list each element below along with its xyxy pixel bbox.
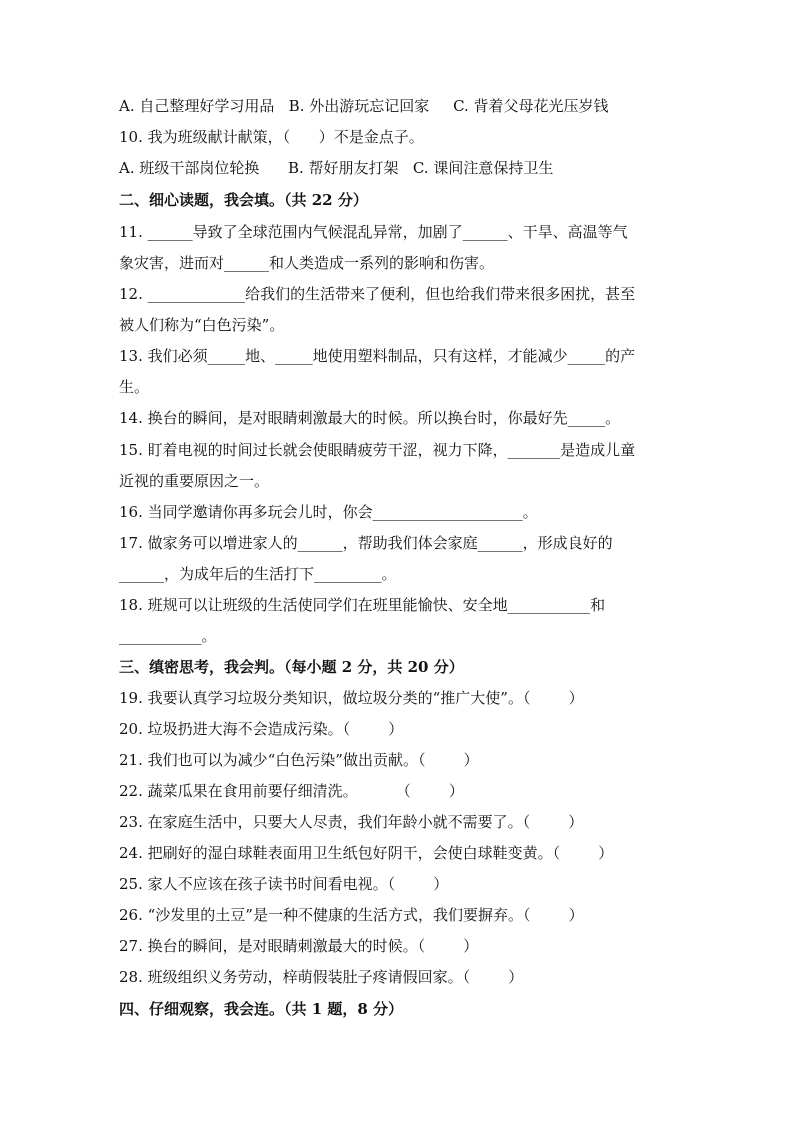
- line-q18-b: ___________。: [119, 627, 217, 645]
- line-q15-b: 近视的重要原因之一。: [119, 472, 270, 490]
- line-q12-b: 被人们称为“白色污染”。: [119, 316, 285, 334]
- line-q21: 21. 我们也可以为减少“白色污染”做出贡献。（ ）: [119, 751, 479, 769]
- line-q16: 16. 当同学邀请你再多玩会儿时，你会____________________。: [119, 503, 538, 521]
- line-q10: 10. 我为班级献计献策，（ ）不是金点子。: [119, 128, 424, 146]
- line-q24: 24. 把刷好的湿白球鞋表面用卫生纸包好阴干，会使白球鞋变黄。（ ）: [119, 844, 614, 862]
- line-q13-a: 13. 我们必须_____地、_____地使用塑料制品，只有这样，才能减少_____的产: [119, 347, 636, 365]
- line-q17-b: ______，为成年后的生活打下_________。: [119, 565, 397, 583]
- line-q19: 19. 我要认真学习垃圾分类知识，做垃圾分类的“推广大使”。（ ）: [119, 689, 584, 707]
- line-q22: 22. 蔬菜瓜果在食用前要仔细清洗。 （ ）: [119, 782, 464, 800]
- line-q10-options: A. 班级干部岗位轮换 B. 帮好朋友打架 C. 课间注意保持卫生: [119, 159, 554, 177]
- line-q28: 28. 班级组织义务劳动，梓萌假装肚子疼请假回家。（ ）: [119, 968, 524, 986]
- line-q9-options: A. 自己整理好学习用品 B. 外出游玩忘记回家 C. 背着父母花光压岁钱: [119, 97, 609, 115]
- line-q11-b: 象灾害，进而对______和人类造成一系列的影响和伤害。: [119, 254, 495, 272]
- line-q14: 14. 换台的瞬间，是对眼睛刺激最大的时候。所以换台时，你最好先_____。: [119, 409, 621, 427]
- section-heading-connect: 四、仔细观察，我会连。（共 1 题，8 分）: [119, 1000, 404, 1018]
- section-heading-fill: 二、细心读题，我会填。（共 22 分）: [119, 191, 368, 209]
- line-q13-b: 生。: [119, 378, 150, 396]
- line-q26: 26. “沙发里的土豆”是一种不健康的生活方式，我们要摒弃。（ ）: [119, 906, 584, 924]
- line-q27: 27. 换台的瞬间，是对眼睛刺激最大的时候。（ ）: [119, 937, 479, 955]
- line-q23: 23. 在家庭生活中，只要大人尽责，我们年龄小就不需要了。（ ）: [119, 813, 584, 831]
- line-q12-a: 12. _____________给我们的生活带来了便利，但也给我们带来很多困扰，甚至: [119, 285, 636, 303]
- line-q20: 20. 垃圾扔进大海不会造成污染。（ ）: [119, 720, 404, 738]
- line-q11-a: 11. ______导致了全球范围内气候混乱异常，加剧了______、干旱、高温等气: [119, 223, 628, 241]
- line-q18-a: 18. 班规可以让班级的生活使同学们在班里能愉快、安全地___________和: [119, 596, 606, 614]
- section-heading-judge: 三、缜密思考，我会判。（每小题 2 分，共 20 分）: [119, 658, 464, 676]
- line-q15-a: 15. 盯着电视的时间过长就会使眼睛疲劳干涩，视力下降，_______是造成儿童: [119, 441, 636, 459]
- line-q17-a: 17. 做家务可以增进家人的______，帮助我们体会家庭______，形成良好的: [119, 534, 613, 552]
- line-q25: 25. 家人不应该在孩子读书时间看电视。（ ）: [119, 875, 449, 893]
